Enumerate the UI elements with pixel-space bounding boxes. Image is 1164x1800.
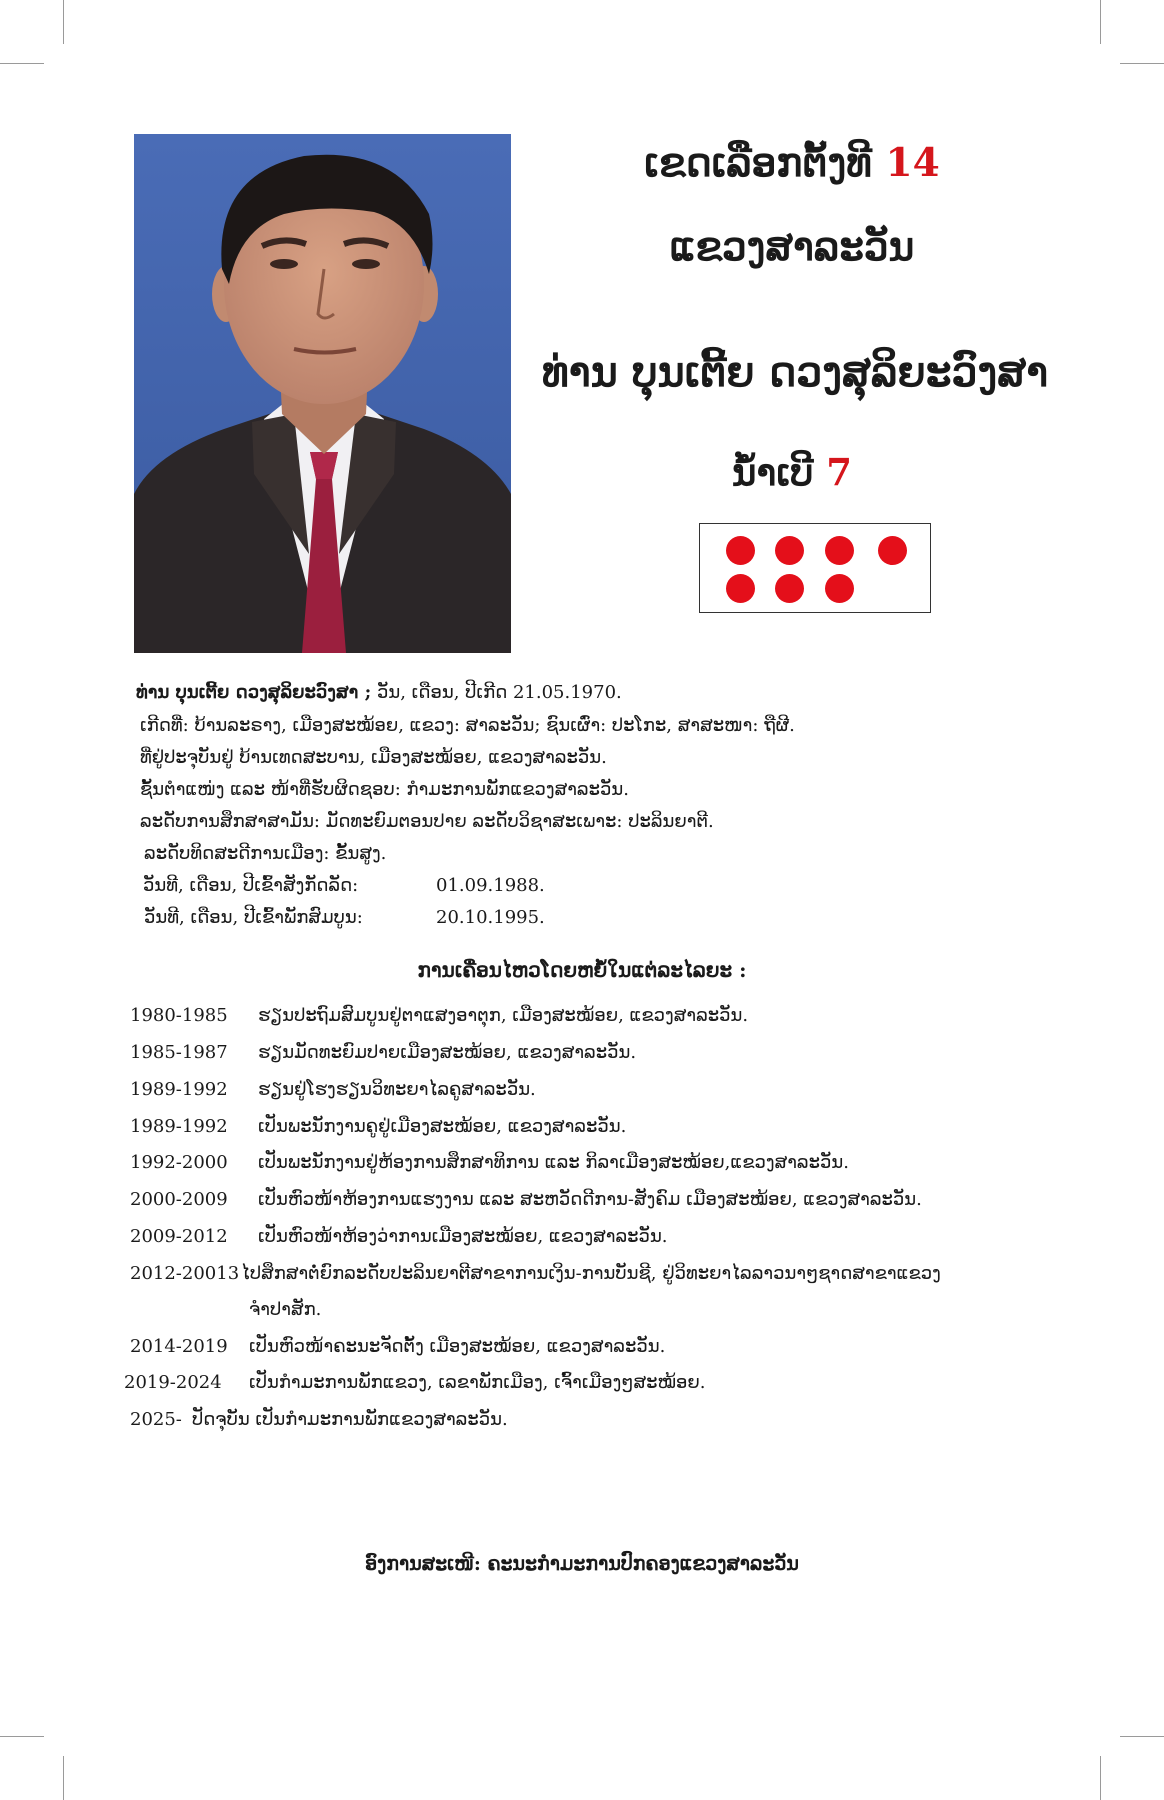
candidate-name: ທ່ານ ບຸນເຕີ້ຍ ດວງສຸລິຍະວົງສາ (541, 348, 1049, 396)
bio-line-name (136, 677, 622, 709)
candidate-photo (134, 134, 511, 653)
career-years: 1989-1992 (130, 1079, 228, 1100)
career-row (130, 1116, 626, 1137)
career-years: 1992-2000 (130, 1152, 228, 1173)
career-years: 2012-20013 (130, 1263, 240, 1284)
crop-mark (0, 63, 44, 64)
bio-label: ວັນທີ, ເດືອນ, ປີເຂົ້າສັງກັດລັດ: (143, 875, 359, 896)
career-text: ເປັນພະນັກງານຄູຢູ່ເມືອງສະໝ້ອຍ, ແຂວງສາລະວັນ. (258, 1116, 627, 1137)
career-text: ເປັນຫົວໜ້າຫ້ອງການແຮງງານ ແລະ ສະຫວັດດີການ-ສັງຄົມ ເມືອງສະໝ້ອຍ, ແຂວງສາລະວັນ. (258, 1189, 922, 1210)
crop-mark (63, 0, 64, 44)
crop-mark (1100, 0, 1101, 44)
career-row-continued (249, 1299, 321, 1320)
ballot-dot (825, 574, 854, 603)
district-label: ເຂດເລືອກຕັ້ງທີ (644, 140, 872, 186)
ballot-dot (825, 536, 854, 565)
career-row (130, 1263, 941, 1284)
crop-mark (1120, 1736, 1164, 1737)
career-text: ເປັນກໍາມະການພັກແຂວງ, ເລຂາພັກເມືອງ, ເຈົ້າເມືອງໆສະໝ້ອຍ. (249, 1372, 706, 1393)
bio-dob: ວັນ, ເດືອນ, ປີເກີດ 21.05.1970. (376, 682, 622, 703)
career-row (124, 1372, 705, 1393)
bio-line: ຊັ້ນຕໍາແໜ່ງ ແລະ ໜ້າທີ່ຮັບຜິດຊອບ: ກໍາມະການພັກແຂວງສາລະວັນ. (140, 779, 629, 800)
career-years: 2025- (130, 1409, 182, 1430)
career-row (130, 1079, 536, 1100)
career-text: ຮຽນມັດທະຍົມປາຍເມືອງສະໝ້ອຍ, ແຂວງສາລະວັນ. (258, 1042, 637, 1063)
career-row (130, 1189, 922, 1210)
career-row (130, 1042, 636, 1063)
ballot-number: 7 (826, 450, 852, 494)
district-number: 14 (885, 140, 940, 186)
career-row (130, 1336, 665, 1357)
bio-label: ວັນທີ, ເດືອນ, ປີເຂົ້າພັກສົມບູນ: (144, 907, 363, 928)
bio-line: ລະດັບທິດສະດີການເມືອງ: ຂັ້ນສູງ. (144, 843, 387, 864)
crop-mark (0, 1736, 44, 1737)
crop-mark (1120, 63, 1164, 64)
career-text: ເປັນພະນັກງານຢູ່ຫ້ອງການສຶກສາທິການ ແລະ ກິລາເມືອງສະໝ້ອຍ,ແຂວງສາລະວັນ. (258, 1152, 849, 1173)
career-years: 2000-2009 (130, 1189, 228, 1210)
career-text: ໄປສຶກສາຕໍ່ຍົກລະດັບປະລິນຍາຕີສາຂາການເງິນ-ການບັນຊີ, ຢູ່ວິທະຍາໄລລາວນາໆຊາດສາຂາແຂວງ (241, 1263, 941, 1284)
career-row (130, 1409, 508, 1430)
ballot-label: ນໍ້າເບີ (732, 450, 814, 494)
career-years: 1985-1987 (130, 1042, 228, 1063)
district-heading (512, 140, 1072, 186)
career-years: 2009-2012 (130, 1226, 228, 1247)
crop-mark (1100, 1756, 1101, 1800)
career-years: 1989-1992 (130, 1116, 228, 1137)
career-row (130, 1226, 668, 1247)
career-text: ຮຽນຢູ່ໂຮງຮຽນວິທະຍາໄລຄູສາລະວັນ. (258, 1079, 536, 1100)
career-text: ຮຽນປະຖົມສົມບູນຢູ່ຕາແສງອາຕຸກ, ເມືອງສະໝ້ອຍ, ແຂວງສາລະວັນ. (258, 1005, 749, 1026)
bio-line (144, 902, 545, 934)
career-text: ຈໍາປາສັກ. (249, 1299, 322, 1320)
bio-line: ທີ່ຢູ່ປະຈຸບັນຢູ່ ບ້ານເທດສະບານ, ເມືອງສະໝ້ອຍ, ແຂວງສາລະວັນ. (140, 747, 607, 768)
bio-value: 20.10.1995. (436, 907, 545, 928)
crop-mark (63, 1756, 64, 1800)
ballot-dot-box (699, 523, 931, 613)
career-row (130, 1005, 748, 1026)
bio-line: ເກີດທີ່: ບ້ານລະຣາງ, ເມືອງສະໝ້ອຍ, ແຂວງ: ສາລະວັນ; ຊົນເຜົ່າ: ປະໂກະ, ສາສະໜາ: ຖືຜີ. (140, 715, 795, 736)
career-row (130, 1152, 849, 1173)
career-years: 2019-2024 (124, 1372, 222, 1393)
province-heading: ແຂວງສາລະວັນ (669, 224, 915, 270)
bio-line (143, 870, 545, 902)
ballot-dot (775, 536, 804, 565)
proposing-organization: ອົງການສະເໜີ: ຄະນະກໍາມະການປົກຄອງແຂວງສາລະວັນ (365, 1553, 799, 1575)
bio-name: ທ່ານ ບຸນເຕີ້ຍ ດວງສຸລິຍະວົງສາ ; (136, 682, 372, 703)
ballot-dot (726, 536, 755, 565)
career-text: ປັດຈຸບັນ ເປັນກໍາມະການພັກແຂວງສາລະວັນ. (192, 1409, 508, 1430)
bio-value: 01.09.1988. (436, 875, 545, 896)
ballot-dot (726, 574, 755, 603)
ballot-dot (878, 536, 907, 565)
career-text: ເປັນຫົວໜ້າຄະນະຈັດຕັ້ງ ເມືອງສະໝ້ອຍ, ແຂວງສາລະວັນ. (249, 1336, 666, 1357)
career-years: 1980-1985 (130, 1005, 228, 1026)
career-years: 2014-2019 (130, 1336, 228, 1357)
bio-line: ລະດັບການສຶກສາສາມັນ: ມັດທະຍົມຕອນປາຍ ລະດັບວິຊາສະເພາະ: ປະລິນຍາຕີ. (140, 811, 714, 832)
ballot-number-heading (512, 450, 1072, 494)
ballot-dot (775, 574, 804, 603)
career-heading: ການເຄື່ອນໄຫວໂດຍຫຍໍ້ໃນແຕ່ລະໄລຍະ : (417, 958, 747, 982)
career-text: ເປັນຫົວໜ້າຫ້ອງວ່າການເມືອງສະໝ້ອຍ, ແຂວງສາລະວັນ. (258, 1226, 668, 1247)
